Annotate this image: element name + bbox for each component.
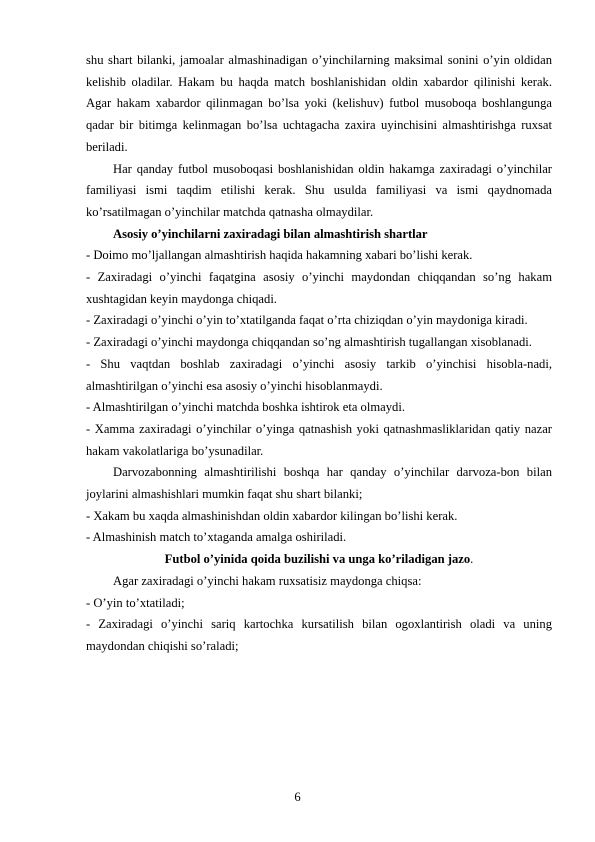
paragraph-intro: shu shart bilanki, jamoalar almashinadigan o’yinchilarning maksimal sonini o’yin oldidan kelishib oladilar. Hakam bu haqda match boshlanishidan oldin xabardor qilinishi kerak. Agar hakam xabardor qilinmagan bo’lsa yoki (kelishuv) futbol musoboqa boshlangunga qadar bir bitimga kelinmagan bo’lsa uchtagacha zaxira uyinchisini almashtirishga ruxsat beriladi. (86, 53, 552, 154)
document-page (86, 50, 552, 658)
section-heading-substitution-conditions: Asosiy o’yinchilarni zaxiradagi bilan almashtirish shartlar (113, 226, 428, 241)
list-item: - Zaxiradagi o’yinchi sariq kartochka kursatilish bilan ogoxlantirish oladi va uning maydondan chiqishi so’raladi; (86, 617, 552, 653)
page-number: 6 (294, 790, 301, 804)
section-heading-period: . (470, 552, 474, 567)
list-item: - Zaxiradagi o’yinchi o’yin to’xtatilganda faqat o’rta chiziqdan o’yin maydoniga kiradi. (86, 313, 528, 328)
list-item: - Xakam bu xaqda almashinishdan oldin xabardor kilingan bo’lishi kerak. (86, 508, 458, 523)
list-item: - Doimo mo’ljallangan almashtirish haqida hakamning xabari bo’lishi kerak. (86, 248, 473, 263)
list-item: - Almashtirilgan o’yinchi matchda boshka ishtirok eta olmaydi. (86, 400, 405, 415)
paragraph-unauthorized-entry: Agar zaxiradagi o’yinchi hakam ruxsatisiz maydonga chiqsa: (113, 573, 422, 588)
list-item: - Zaxiradagi o’yinchi maydonga chiqqandan so’ng almashtirish tugallangan xisoblanadi. (86, 335, 532, 350)
paragraph-substitute-names: Har qanday futbol musoboqasi boshlanishidan oldin hakamga zaxiradagi o’yinchilar familiyasi ismi taqdim etilishi kerak. Shu usulda familiyasi va ismi qaydnomada ko’rsatilmagan o’yinchilar matchda qatnasha olmaydilar. (86, 161, 552, 219)
list-item: - Xamma zaxiradagi o’yinchilar o’yinga qatnashish yoki qatnashmasliklaridan qatiy nazar hakam vakolatlariga bo’ysunadilar. (86, 421, 552, 458)
paragraph-goalkeeper: Darvozabonning almashtirilishi boshqa har qanday o’yinchilar darvoza-bon bilan joylarini almashishlari mumkin faqat shu shart bilanki; (86, 465, 552, 502)
list-item: - Almashinish match to’xtaganda amalga oshiriladi. (86, 530, 347, 545)
list-item: - Zaxiradagi o’yinchi faqatgina asosiy o’yinchi maydondan chiqqandan so’ng hakam xushtagidan keyin maydonga chiqadi. (86, 270, 552, 306)
list-item: - Shu vaqtdan boshlab zaxiradagi o’yinchi asosiy tarkib o’yinchisi hisobla-nadi, almashtirilgan o’yinchi esa asosiy o’yinchi hisoblanmaydi. (86, 356, 552, 393)
list-item: - O’yin to’xtatiladi; (86, 595, 185, 610)
section-heading-violations (86, 549, 552, 571)
section-heading-text: Futbol o’yinida qoida buzilishi va unga ko’riladigan jazo (164, 552, 471, 567)
